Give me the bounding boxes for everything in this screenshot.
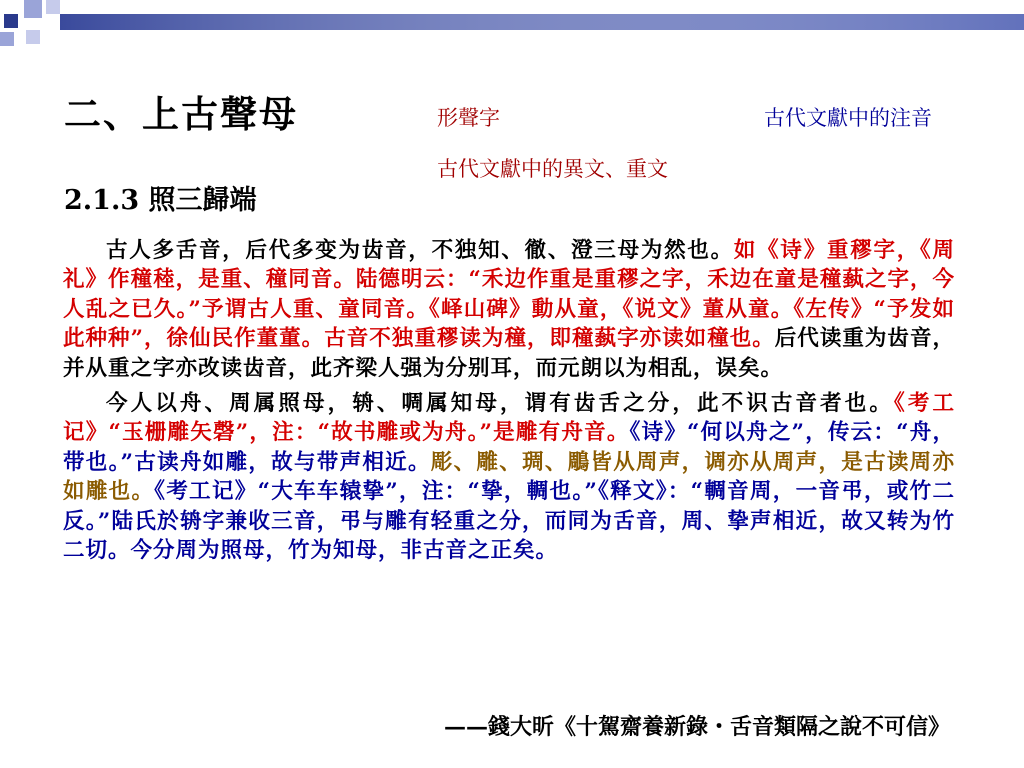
quotation-body: [63, 236, 955, 571]
source-attribution: ——錢大昕《十駕齋養新錄・舌音類隔之說不可信》: [443, 714, 950, 740]
paragraph-1-evidence: 如《诗》重穋字，《周礼》作穜稑，是重、穜同音。陆德明云：“禾边作重是重穋之字，禾边在童是穜蓺之字，今人乱之已久。”予谓古人重、童同音。《峄山碑》動从童，《说文》董从童。《左传》“予发如此种种”，徐仙民作董董。古音不独重穋读为穜，即穜蓺字亦读如穜也。: [63, 238, 955, 352]
paragraph-1-claim: 古人多舌音，后代多变为齿音，不独知、徹、澄三母为然也。: [106, 238, 734, 263]
page-title: 二、上古聲母: [64, 92, 298, 136]
paragraph-2-claim: 今人以舟、周属照母，辀、啁属知母，谓有齿舌之分，此不识古音者也。: [106, 391, 894, 417]
paragraph-2-evidence-shiwen: 《考工记》“大车车辕挚”，注：“挚，輖也。”《释文》：“輖音周，一音弔，或竹二反。”陆氏於辀字兼收三音，弔与雕有轻重之分，而同为舌音，周、挚声相近，故又转为竹二切。今分周为照母，竹为知母，非古音之正矣。: [63, 479, 955, 564]
paragraph-2-evidence-phonetic: 彫、雕、琱、鵰皆从周声，调亦从周声，是古读周亦如雕也。: [63, 449, 955, 505]
corner-decoration: [0, 0, 1024, 60]
tag-annotation: 古代文獻中的注音: [764, 106, 932, 130]
paragraph-2-evidence-kaogongji: 《考工记》“玉栅雕矢磬”，注：“故书雕或为舟。”是雕有舟音。: [63, 391, 955, 446]
paragraph-2-evidence-shi: 《诗》“何以舟之”，传云：“舟，带也。”古读舟如雕，故与带声相近。: [63, 420, 955, 475]
paragraph-1: [63, 236, 955, 383]
tag-variants: 古代文獻中的異文、重文: [437, 157, 668, 181]
paragraph-1-conclusion: 后代读重为齿音，并从重之字亦改读齿音，此齐梁人强为分别耳，而元朗以为相乱，误矣。: [63, 326, 955, 381]
paragraph-2: [63, 389, 955, 565]
tag-phonetic: 形聲字: [437, 106, 500, 130]
section-heading: 2.1.3 照三歸端: [64, 185, 257, 216]
